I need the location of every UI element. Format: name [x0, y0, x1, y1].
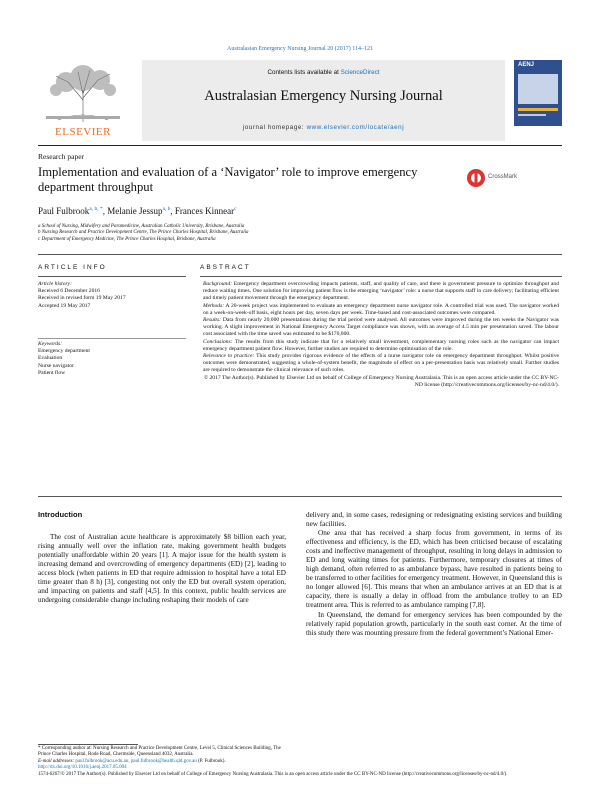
- email-links[interactable]: paul.fulbrook@acu.edu.au, paul.fulbrook@health.qld.gov.au: [75, 758, 197, 764]
- cover-title: AENJ: [518, 62, 535, 68]
- email-suffix: (P. Fulbrook).: [198, 758, 226, 764]
- elsevier-wordmark: ELSEVIER: [55, 126, 111, 138]
- corresponding-author-footnote: [38, 746, 286, 765]
- abstract-section-text: Data from nearly 20,000 presentations during the trial period were analysed. All outcomes were improved during the ten weeks the Navigator was working. A slight improvement in National Emergency Access Target compliance was shown, with an average of 4.5 min per presentation saved. The labour cost associated with the time saved was estimated to be $170,000.: [203, 317, 559, 338]
- abstract-section-text: This study provides rigorous evidence of the effects of a nurse navigator role on emergency department throughput. Whilst positive outcomes were demonstrated, suggesting a whole-of-system benefit, the magnitude of effect on a per-presentation basis was relatively small. Further studies are required to demonstrate the clinical relevance of such roles.: [203, 353, 559, 374]
- abstract-section: [203, 353, 559, 375]
- author-sup[interactable]: c: [234, 206, 237, 212]
- journal-title: Australasian Emergency Nursing Journal: [204, 88, 443, 104]
- history-label: Article history:: [38, 281, 73, 287]
- keyword: Patient flow: [38, 369, 66, 376]
- email-label: E-mail addresses:: [38, 758, 76, 764]
- body-paragraph: delivery and, in some cases, redesigning or redesignating existing services and building new facilities.: [306, 511, 562, 529]
- affiliations: [38, 224, 562, 243]
- abstract-body: [203, 281, 559, 389]
- footnote-text: * Corresponding author at: Nursing Research and Practice Development Centre, Level 5, Clinical Sciences Building, The Prince Charles Hospital, Rode Road, Chermside, Queensland 4032, Australia.: [38, 746, 281, 758]
- abstract-heading: ABSTRACT: [200, 264, 251, 271]
- author-sup[interactable]: a, b, *: [89, 206, 103, 212]
- top-rule: [38, 145, 562, 146]
- section-heading-introduction: Introduction: [38, 510, 83, 519]
- banner-center: [142, 60, 505, 141]
- affiliation-line: a School of Nursing, Midwifery and Paramedicine, Australian Catholic University, Brisbane, Australia: [38, 224, 245, 229]
- keywords-label: Keywords:: [38, 341, 63, 347]
- doi-link[interactable]: http://dx.doi.org/10.1016/j.aenj.2017.05.004: [38, 765, 127, 770]
- cover-art-icon: [514, 60, 562, 126]
- abstract-section-text: The results from this study indicate that for a relatively small investment, complementary nursing roles such as the navigator can impact emergency department patient flow. However, further studies are required to determine optimisation of the role.: [203, 338, 559, 352]
- abstract-section-label: Background:: [203, 281, 232, 287]
- homepage-prefix: journal homepage:: [242, 124, 307, 131]
- affiliation-line: c Department of Emergency Medicine, The Prince Charles Hospital, Brisbane, Australia: [38, 236, 216, 242]
- abstract-section: [203, 339, 559, 353]
- contents-line: [142, 69, 505, 76]
- footnote-rule: [38, 744, 138, 745]
- header-rule: [38, 254, 562, 255]
- crossmark-label: CrossMark: [488, 174, 518, 180]
- abstract-section-label: Methods:: [203, 302, 225, 309]
- journal-banner: [38, 60, 562, 150]
- author-list: Paul Fulbrook$^{a, b, *}$, Melanie Jessup$^{a, b}$, Frances Kinnear$^c$: [38, 206, 237, 216]
- body-column-right: [306, 511, 562, 638]
- crossmark-badge[interactable]: [466, 168, 522, 188]
- body-paragraph: The cost of Australian acute healthcare is approximately $8 billion each year, rising annually well over the inflation rate, making government health budgets potentially unaffordable within 20 years [1]. A major issue for the health system is increasing demand and overcrowding of emergency departments (ED) [2], leading to access block (when patients in ED that require admission to hospital have a total ED time greater than 8 h) [3], congesting not only the ED but overall system operation, and impacting on patients and staff [4,5]. In this context, public health services are undergoing considerable change including reshaping their models of care: [38, 533, 286, 605]
- author-name[interactable]: Paul Fulbrook: [38, 206, 90, 216]
- abstract-bottom-rule: [38, 496, 562, 497]
- history-line: Accepted 19 May 2017: [38, 302, 91, 309]
- license-line: 1574-6267/© 2017 The Author(s). Published by Elsevier Ltd on behalf of College of Emergency Nursing Australasia. This is an open access article under the CC BY-NC-ND license (http://creativecommons.org/licenses/by-nc-nd/4.0/).: [38, 772, 508, 777]
- body-column-left: [38, 533, 286, 605]
- info-rule: [38, 276, 186, 277]
- elsevier-tree-icon: [38, 60, 128, 124]
- copyright-notice: © 2017 The Author(s). Published by Elsevier Ltd on behalf of College of Emergency Nursing Australasia. This is an open access article under the CC BY-NC-ND license (http://creativecommons.org/licenses/by-nc-nd/4.0/).: [203, 374, 559, 388]
- keyword: Emergency department: [38, 348, 90, 355]
- body-paragraph: In Queensland, the demand for emergency services has been compounded by the relatively rapid population growth, particularly in the south east corner. At the time of this study there was mounting pressure from the federal government’s National Emer-: [306, 610, 562, 637]
- abstract-section-text: Emergency department overcrowding impacts patients, staff, and quality of care, and there is government pressure to optimize throughput and reduce waiting times. One solution for improving patient flow is the emerging ‘navigator’ role: a nurse that supports staff in care delivery; facilitating efficient and timely patient movement through the emergency department.: [203, 281, 559, 302]
- journal-reference[interactable]: Australasian Emergency Nursing Journal 20 (2017) 114–121: [227, 46, 373, 52]
- contents-prefix: Contents lists available at: [267, 69, 341, 76]
- keywords-rule: [38, 338, 186, 339]
- journal-cover-thumbnail[interactable]: [514, 60, 562, 126]
- abstract-section: [203, 281, 559, 303]
- abstract-section-label: Relevance to practice:: [203, 353, 255, 360]
- abstract-rule: [200, 276, 562, 277]
- article-type: Research paper: [38, 152, 85, 161]
- history-line: Received 6 December 2016: [38, 288, 100, 295]
- homepage-link[interactable]: www.elsevier.com/locate/aenj: [306, 124, 405, 131]
- journal-homepage: [142, 124, 505, 131]
- elsevier-logo[interactable]: [38, 60, 134, 141]
- abstract-section: [203, 303, 559, 317]
- history-line: Received in revised form 19 May 2017: [38, 295, 126, 302]
- author-name[interactable]: Melanie Jessup: [107, 206, 163, 216]
- keywords: [38, 341, 186, 377]
- body-paragraph: One area that has received a sharp focus from government, in terms of its effectiveness and efficiency, is the ED, which has been criticised because of escalating costs and ineffective management of throughput, resulting in long delays in admission to ED and long waiting times for patients. Furthermore, temporary closures at times of high demand, often referred to as ambulance bypass, have resulted in patients being to be transferred to other facilities for emergency treatment. However, in Queensland this is no longer allowed [6]. This means that when an ambulance arrives at an ED that is at capacity, there is usually a delay in offload from the ambulance trolley to an ED treatment area. This is referred to as ambulance ramping [7,8].: [306, 529, 562, 610]
- article-title: Implementation and evaluation of a ‘Navigator’ role to improve emergency department throughput: [38, 165, 418, 194]
- affiliation-line: b Nursing Research and Practice Development Centre, The Prince Charles Hospital, Brisbane, Australia: [38, 230, 249, 236]
- abstract-section-text: A 20-week project was implemented to evaluate an emergency department nurse navigator role. A controlled trial was used. The navigator worked on a week-on-week-off basis, eight hours per day, seven days per week. Time-based and cost-associated outcomes were compared.: [203, 302, 559, 316]
- keyword: Nurse navigator: [38, 362, 74, 369]
- crossmark-icon: [466, 168, 486, 188]
- sciencedirect-link[interactable]: ScienceDirect: [340, 69, 380, 76]
- author-name[interactable]: Frances Kinnear: [174, 206, 235, 216]
- abstract-section-label: Conclusions:: [203, 338, 233, 345]
- keyword: Evaluation: [38, 355, 63, 362]
- abstract-section: [203, 317, 559, 339]
- abstract-section-label: Results:: [203, 317, 222, 324]
- article-info-heading: ARTICLE INFO: [38, 264, 107, 271]
- author-sup[interactable]: a, b: [162, 206, 171, 212]
- article-history: [38, 281, 186, 310]
